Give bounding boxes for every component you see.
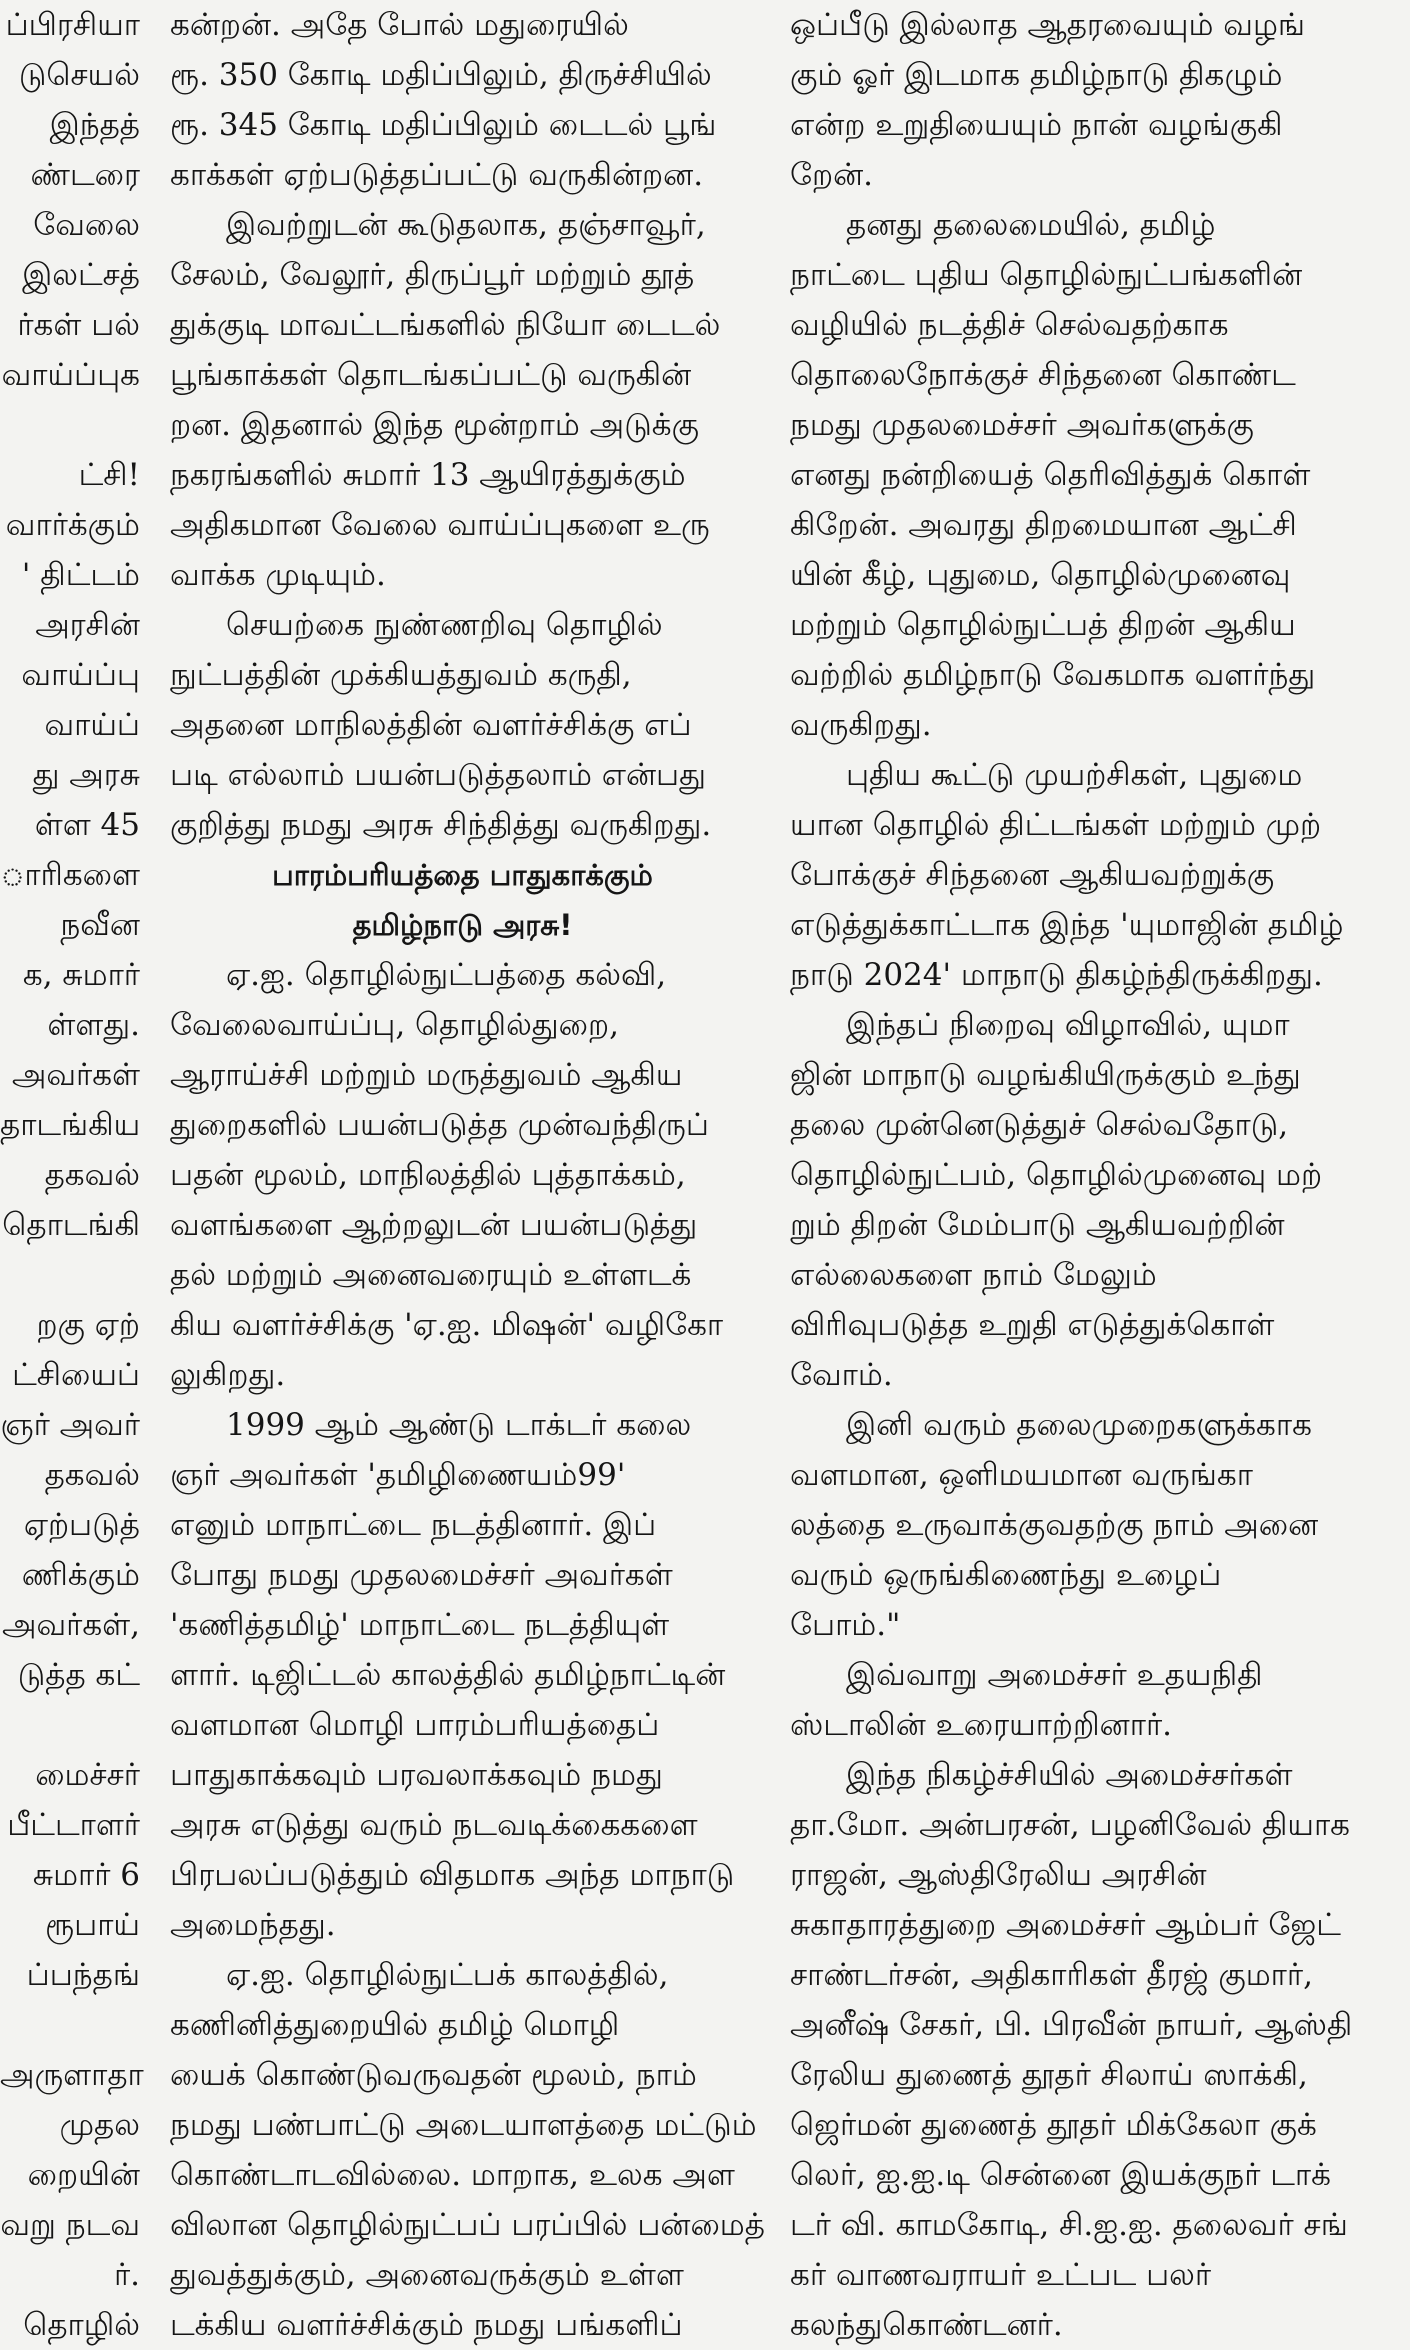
text-line: இவ்வாறு அமைச்சர் உதயநிதி [846, 1657, 1263, 1693]
left-fragment-line: முதல [59, 2107, 140, 2143]
text-line: அதிகமான வேலை வாய்ப்புகளை உரு [170, 507, 710, 543]
left-fragment-line: து அரசு [32, 757, 140, 793]
text-line: காக்கள் ஏற்படுத்தப்பட்டு வருகின்றன. [170, 157, 704, 193]
text-line: விலான தொழில்நுட்பப் பரப்பில் பன்மைத் [170, 2207, 765, 2243]
text-line: யான தொழில் திட்டங்கள் மற்றும் முற் [790, 807, 1322, 843]
text-line: நகரங்களில் சுமார் 13 ஆயிரத்துக்கும் [170, 457, 686, 493]
left-fragment-line: நவீன [60, 907, 140, 943]
left-fragment-line: ப்பந்தங் [26, 1957, 140, 1993]
text-line: பூங்காக்கள் தொடங்கப்பட்டு வருகின் [170, 357, 692, 393]
text-line: பிரபலப்படுத்தும் விதமாக அந்த மாநாடு [170, 1857, 735, 1893]
text-line: துறைகளில் பயன்படுத்த முன்வந்திருப் [170, 1107, 709, 1143]
text-line: சேலம், வேலூர், திருப்பூர் மற்றும் தூத் [170, 257, 695, 293]
text-line: கிறேன். அவரது திறமையான ஆட்சி [790, 507, 1297, 543]
text-line: ஜெர்மன் துணைத் தூதர் மிக்கேலா குக் [790, 2107, 1317, 2143]
left-fragment-line: ர். [113, 2257, 140, 2293]
left-fragment-line: ஏற்படுத் [23, 1507, 140, 1543]
text-line: கர் வாணவராயர் உட்பட பலர் [790, 2257, 1212, 2293]
text-line: வழியில் நடத்திச் செல்வதற்காக [790, 307, 1229, 343]
right-column [790, 0, 1380, 2343]
text-line: தொலைநோக்குச் சிந்தனை கொண்ட [790, 357, 1296, 393]
left-fragment-line: ஞர் அவர் [0, 1407, 140, 1443]
text-line: யின் கீழ், புதுமை, தொழில்முனைவு [790, 557, 1291, 593]
left-fragment-line: ட்சியைப் [12, 1357, 140, 1393]
text-line: இந்த நிகழ்ச்சியில் அமைச்சர்கள் [846, 1757, 1293, 1793]
text-line: யைக் கொண்டுவருவதன் மூலம், நாம் [170, 2057, 697, 2093]
left-fragment-line: தகவல் [44, 1157, 140, 1193]
text-line: கலந்துகொண்டனர். [790, 2307, 1063, 2343]
text-line: வோம். [790, 1357, 893, 1393]
left-fragment-line [0, 400, 150, 450]
text-line: தலை முன்னெடுத்துச் செல்வதோடு, [790, 1107, 1289, 1143]
text-line: மற்றும் தொழில்நுட்பத் திறன் ஆகிய [790, 607, 1296, 643]
text-line: குறித்து நமது அரசு சிந்தித்து வருகிறது. [170, 807, 712, 843]
text-line: ரூ. 345 கோடி மதிப்பிலும் டைடல் பூங் [170, 107, 717, 143]
middle-column [170, 0, 765, 2343]
left-fragment-line: ணிக்கும் [21, 1557, 140, 1593]
text-line: கிய வளர்ச்சிக்கு 'ஏ.ஐ. மிஷன்' வழிகோ [170, 1307, 724, 1343]
left-fragment-line: இந்தத் [49, 107, 140, 143]
text-line: என்ற உறுதியையும் நான் வழங்குகி [790, 107, 1283, 143]
text-line: ரூ. 350 கோடி மதிப்பிலும், திருச்சியில் [170, 57, 712, 93]
left-fragment-line: வேலை [33, 207, 140, 243]
text-line: புதிய கூட்டு முயற்சிகள், புதுமை [846, 757, 1303, 793]
left-fragment-line: அரசின் [35, 607, 140, 643]
text-line: தா.மோ. அன்பரசன், பழனிவேல் தியாக [790, 1807, 1350, 1843]
text-line: கணினித்துறையில் தமிழ் மொழி [170, 2007, 620, 2043]
text-line: ரேலிய துணைத் தூதர் சிலாய் ஸாக்கி, [790, 2057, 1308, 2093]
left-fragment-line: வார்க்கும் [5, 507, 140, 543]
left-fragment-line: ' திட்டம் [21, 557, 140, 593]
text-line: நமது முதலமைச்சர் அவர்களுக்கு [790, 407, 1254, 443]
text-line: றும் திறன் மேம்பாடு ஆகியவற்றின் [790, 1207, 1285, 1243]
text-line: ளார். டிஜிட்டல் காலத்தில் தமிழ்நாட்டின் [170, 1657, 726, 1693]
left-fragment-line: ள்ளது. [47, 1007, 140, 1043]
left-fragment-line: றகு ஏற் [36, 1307, 140, 1343]
text-line: போம்." [790, 1607, 901, 1643]
left-fragment-line: வாய்ப் [44, 707, 140, 743]
left-fragment-line: தாடங்கிய [0, 1107, 141, 1143]
left-fragment-line: ள்ள 45 [34, 807, 140, 843]
text-line: பதன் மூலம், மாநிலத்தில் புத்தாக்கம், [170, 1157, 686, 1193]
left-fragment-line: மைச்சர் [35, 1757, 140, 1793]
text-line: கன்றன். அதே போல் மதுரையில் [170, 7, 629, 43]
left-fragment-line: வறு நடவ [0, 2207, 140, 2243]
text-line: ஸ்டாலின் உரையாற்றினார். [790, 1707, 1172, 1743]
text-line: ஜின் மாநாடு வழங்கியிருக்கும் உந்து [790, 1057, 1301, 1093]
left-fragment-line: ாரிகளை [0, 857, 140, 893]
text-line: ஏ.ஐ. தொழில்நுட்பக் காலத்தில், [226, 1957, 669, 1993]
text-line: லெர், ஐ.ஐ.டி சென்னை இயக்குநர் டாக் [790, 2157, 1331, 2193]
left-fragment-line: இலட்சத் [22, 257, 140, 293]
left-fragment-line: டுத்த கட் [17, 1657, 140, 1693]
left-fragment-line: தொழில் [23, 2307, 140, 2343]
text-line: எனது நன்றியைத் தெரிவித்துக் கொள் [790, 457, 1311, 493]
text-line: வரும் ஒருங்கிணைந்து உழைப் [790, 1557, 1222, 1593]
text-line: அனீஷ் சேகர், பி. பிரவீன் நாயர், ஆஸ்தி [790, 2007, 1353, 2043]
left-fragment-line: ண்டரை [30, 157, 140, 193]
text-line: போது நமது முதலமைச்சர் அவர்கள் [170, 1557, 673, 1593]
text-line: லத்தை உருவாக்குவதற்கு நாம் அனை [790, 1507, 1319, 1543]
text-line: ஞர் அவர்கள் 'தமிழிணையம்99' [170, 1457, 626, 1493]
left-fragment-line: சுமார் 6 [32, 1857, 140, 1893]
text-line: ஒப்பீடு இல்லாத ஆதரவையும் வழங் [790, 7, 1306, 43]
text-line: வேலைவாய்ப்பு, தொழில்துறை, [170, 1007, 619, 1043]
text-line: றன. இதனால் இந்த மூன்றாம் அடுக்கு [170, 407, 699, 443]
text-line: இவற்றுடன் கூடுதலாக, தஞ்சாவூர், [226, 207, 706, 243]
text-line: படி எல்லாம் பயன்படுத்தலாம் என்பது [170, 757, 707, 793]
left-fragment-line: றையின் [27, 2157, 140, 2193]
left-fragment-line: அவர்கள் [11, 1057, 140, 1093]
text-line: அதனை மாநிலத்தின் வளர்ச்சிக்கு எப் [170, 707, 692, 743]
text-line: துவத்துக்கும், அனைவருக்கும் உள்ள [170, 2257, 684, 2293]
text-line: தொழில்நுட்பம், தொழில்முனைவு மற் [790, 1157, 1323, 1193]
text-line: அமைந்தது. [170, 1907, 336, 1943]
section-heading: பாரம்பரியத்தை பாதுகாக்கும் [272, 858, 653, 892]
left-fragment-line [0, 1250, 150, 1300]
text-line: செயற்கை நுண்ணறிவு தொழில் [226, 607, 663, 643]
text-line: நமது பண்பாட்டு அடையாளத்தை மட்டும் [170, 2107, 757, 2143]
text-line: கும் ஓர் இடமாக தமிழ்நாடு திகழும் [790, 57, 1283, 93]
text-line: டர் வி. காமகோடி, சி.ஐ.ஐ. தலைவர் சங் [790, 2207, 1348, 2243]
left-fragment-line: ட்சி! [78, 457, 140, 493]
left-fragment-line: தொடங்கி [2, 1207, 140, 1243]
text-line: வளமான மொழி பாரம்பரியத்தைப் [170, 1707, 660, 1743]
text-line: எல்லைகளை நாம் மேலும் [790, 1257, 1157, 1293]
left-fragment-line: பீட்டாளர் [7, 1807, 140, 1843]
text-line: இனி வரும் தலைமுறைகளுக்காக [846, 1407, 1312, 1443]
text-line: வளங்களை ஆற்றலுடன் பயன்படுத்து [170, 1207, 698, 1243]
left-fragment-line: ப்பிரசியா [5, 7, 140, 43]
text-line: சாண்டர்சன், அதிகாரிகள் தீரஜ் குமார், [790, 1957, 1313, 1993]
text-line: 1999 ஆம் ஆண்டு டாக்டர் கலை [226, 1407, 692, 1443]
text-line: எடுத்துக்காட்டாக இந்த 'யுமாஜின் தமிழ் [790, 907, 1344, 943]
left-fragment-line: தகவல் [44, 1457, 140, 1493]
text-line: வளமான, ஒளிமயமான வருங்கா [790, 1457, 1253, 1493]
text-line: சுகாதாரத்துறை அமைச்சர் ஆம்பர் ஜேட் [790, 1907, 1341, 1943]
left-fragment-line: டுசெயல் [18, 57, 140, 93]
text-line: டக்கிய வளர்ச்சிக்கும் நமது பங்களிப் [170, 2307, 683, 2343]
left-fragment-line: ரூபாய் [45, 1907, 140, 1943]
text-line: வருகிறது. [790, 707, 932, 743]
text-line: கொண்டாடவில்லை. மாறாக, உலக அள [170, 2157, 735, 2193]
left-fragment-line: அருளாதா [0, 2057, 144, 2093]
text-line: தனது தலைமையில், தமிழ் [846, 207, 1216, 243]
left-fragment-line: வாய்ப்பு [21, 657, 140, 693]
left-column-fragment [0, 0, 150, 2343]
left-fragment-line: அவர்கள், [2, 1607, 140, 1643]
text-line: விரிவுபடுத்த உறுதி எடுத்துக்கொள் [790, 1307, 1275, 1343]
text-line: லுகிறது. [170, 1357, 286, 1393]
text-line: அரசு எடுத்து வரும் நடவடிக்கைகளை [170, 1807, 698, 1843]
text-line: எனும் மாநாட்டை நடத்தினார். இப் [170, 1507, 657, 1543]
text-line: தல் மற்றும் அனைவரையும் உள்ளடக் [170, 1257, 692, 1293]
text-line: ராஜன், ஆஸ்திரேலிய அரசின் [790, 1857, 1207, 1893]
left-fragment-line: க, சுமார் [22, 957, 140, 993]
text-line: துக்குடி மாவட்டங்களில் நியோ டைடல் [170, 307, 721, 343]
text-line: ஏ.ஐ. தொழில்நுட்பத்தை கல்வி, [226, 957, 667, 993]
text-line: பாதுகாக்கவும் பரவலாக்கவும் நமது [170, 1757, 663, 1793]
text-line: இந்தப் நிறைவு விழாவில், யுமா [846, 1007, 1290, 1043]
section-heading: தமிழ்நாடு அரசு! [352, 908, 573, 942]
left-fragment-line [0, 2000, 150, 2050]
text-line: வாக்க முடியும். [170, 557, 386, 593]
text-line: போக்குச் சிந்தனை ஆகியவற்றுக்கு [790, 857, 1275, 893]
left-fragment-line [0, 1700, 150, 1750]
left-fragment-line: வாய்ப்புக [1, 357, 140, 393]
text-line: 'கணித்தமிழ்' மாநாட்டை நடத்தியுள் [170, 1607, 670, 1643]
text-line: நாடு 2024' மாநாடு திகழ்ந்திருக்கிறது. [790, 957, 1323, 993]
text-line: றேன். [790, 157, 874, 193]
text-line: நாட்டை புதிய தொழில்நுட்பங்களின் [790, 257, 1303, 293]
left-fragment-line: ர்கள் பல் [17, 307, 140, 343]
text-line: ஆராய்ச்சி மற்றும் மருத்துவம் ஆகிய [170, 1057, 683, 1093]
text-line: வற்றில் தமிழ்நாடு வேகமாக வளர்ந்து [790, 657, 1316, 693]
text-line: நுட்பத்தின் முக்கியத்துவம் கருதி, [170, 657, 632, 693]
